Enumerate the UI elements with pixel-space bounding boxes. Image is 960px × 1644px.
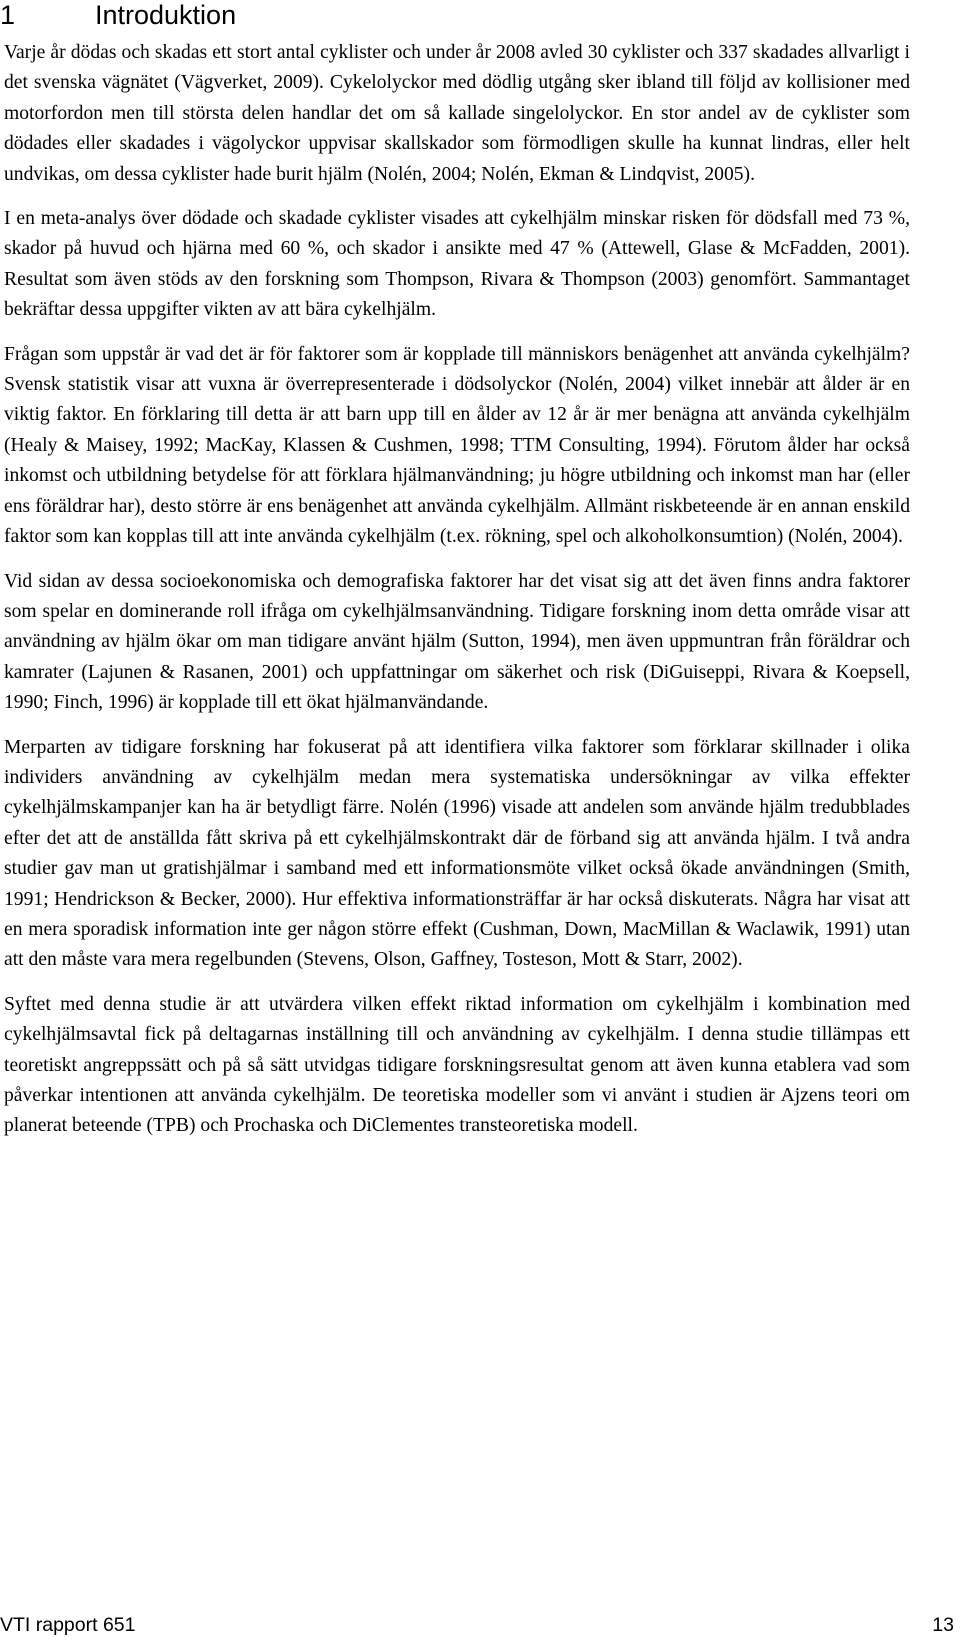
paragraph: I en meta-analys över dödade och skadade cyklister visades att cykelhjälm minskar risken för dödsfall med 73 %, skador på huvud och hjärna med 60 %, och skador i ansikte med 47 % (Attewell, Glase & McFadden, 2001). Resultat som även stöds av den forskning som Thompson, Rivara & Thompson (2003) genomfört. Sammantaget bekräftar dessa uppgifter vikten av att bära cykelhjälm. xyxy=(4,208,910,321)
section-heading xyxy=(0,0,236,30)
paragraph: Syftet med denna studie är att utvärdera vilken effekt riktad information om cykelhjälm i kombination med cykelhjälmsavtal fick på deltagarnas inställning till och användning av cykelhjälm. I denna studie tillämpas ett teoretiskt angreppssätt och på så sätt utvidgas tidigare forskningsresultat genom att även kunna etablera vad som påverkar intentionen att använda cykelhjälm. De teoretiska modeller som vi använt i studien är Ajzens teori om planerat beteende (TPB) och Prochaska och DiClementes transteoretiska modell. xyxy=(4,993,910,1137)
paragraph: Merparten av tidigare forskning har fokuserat på att identifiera vilka faktorer som förklarar skillnader i olika individers användning av cykelhjälm medan mera systematiska undersökningar av vilka effekter cykelhjälmskampanjer kan ha är betydligt färre. Nolén (1996) visade att andelen som använde hjälm tredubblades efter det att de anställda fått skriva på ett cykelhjälmskontrakt där de förband sig att använda hjälm. I två andra studier gav man ut gratishjälmar i samband med ett informationsmöte vilket också ökade användningen (Smith, 1991; Hendrickson & Becker, 2000). Hur effektiva informationsträffar är har också diskuterats. Några har visat att en mera sporadisk information inte ger någon större effekt (Cushman, Down, MacMillan & Waclawik, 1991) utan att den måste vara mera regelbunden (Stevens, Olson, Gaffney, Tosteson, Mott & Starr, 2002). xyxy=(4,736,910,971)
page-footer xyxy=(0,1612,954,1638)
body-text xyxy=(4,38,910,1156)
section-number: 1 xyxy=(0,0,16,30)
paragraph: Varje år dödas och skadas ett stort antal cyklister och under år 2008 avled 30 cyklister och 337 skadades allvarligt i det svenska vägnätet (Vägverket, 2009). Cykelolyckor med dödlig utgång sker ibland till följd av kollisioner med motorfordon men till största delen handlar det om så kallade singelolyckor. En stor andel av de cyklister som dödades eller skadades i vägolyckor uppvisar skallskador som förmodligen skulle ha kunnat lindras, eller helt undvikas, om dessa cyklister hade burit hjälm (Nolén, 2004; Nolén, Ekman & Lindqvist, 2005). xyxy=(4,42,910,185)
paragraph: Frågan som uppstår är vad det är för faktorer som är kopplade till människors benägenhet att använda cykelhjälm? Svensk statistik visar att vuxna är överrepresenterade i dödsolyckor (Nolén, 2004) vilket innebär att ålder är en viktig faktor. En förklaring till detta är att barn upp till en ålder av 12 år är mer benägna att använda cykelhjälm (Healy & Maisey, 1992; MacKay, Klassen & Cushmen, 1998; TTM Consulting, 1994). Förutom ålder har också inkomst och utbildning betydelse för att förklara hjälmanvändning; ju högre utbildning och inkomst man har (eller ens föräldrar har), desto större är ens benägenhet att använda cykelhjälm. Allmänt riskbeteende är en annan enskild faktor som kan kopplas till att inte använda cykelhjälm (t.ex. rökning, spel och alkoholkonsumtion) (Nolén, 2004). xyxy=(4,343,910,548)
report-name: VTI rapport 651 xyxy=(0,1614,136,1636)
paragraph: Vid sidan av dessa socioekonomiska och demografiska faktorer har det visat sig att det även finns andra faktorer som spelar en dominerande roll ifråga om cykelhjälmsanvändning. Tidigare forskning inom detta område visar att användning av hjälm ökar om man tidigare använt hjälm (Sutton, 1994), men även uppmuntran från föräldrar och kamrater (Lajunen & Rasanen, 2001) och uppfattningar om säkerhet och risk (DiGuiseppi, Rivara & Koepsell, 1990; Finch, 1996) är kopplade till ett ökat hjälmanvändande. xyxy=(4,570,910,714)
section-title: Introduktion xyxy=(95,0,237,30)
page-number: 13 xyxy=(932,1614,954,1636)
